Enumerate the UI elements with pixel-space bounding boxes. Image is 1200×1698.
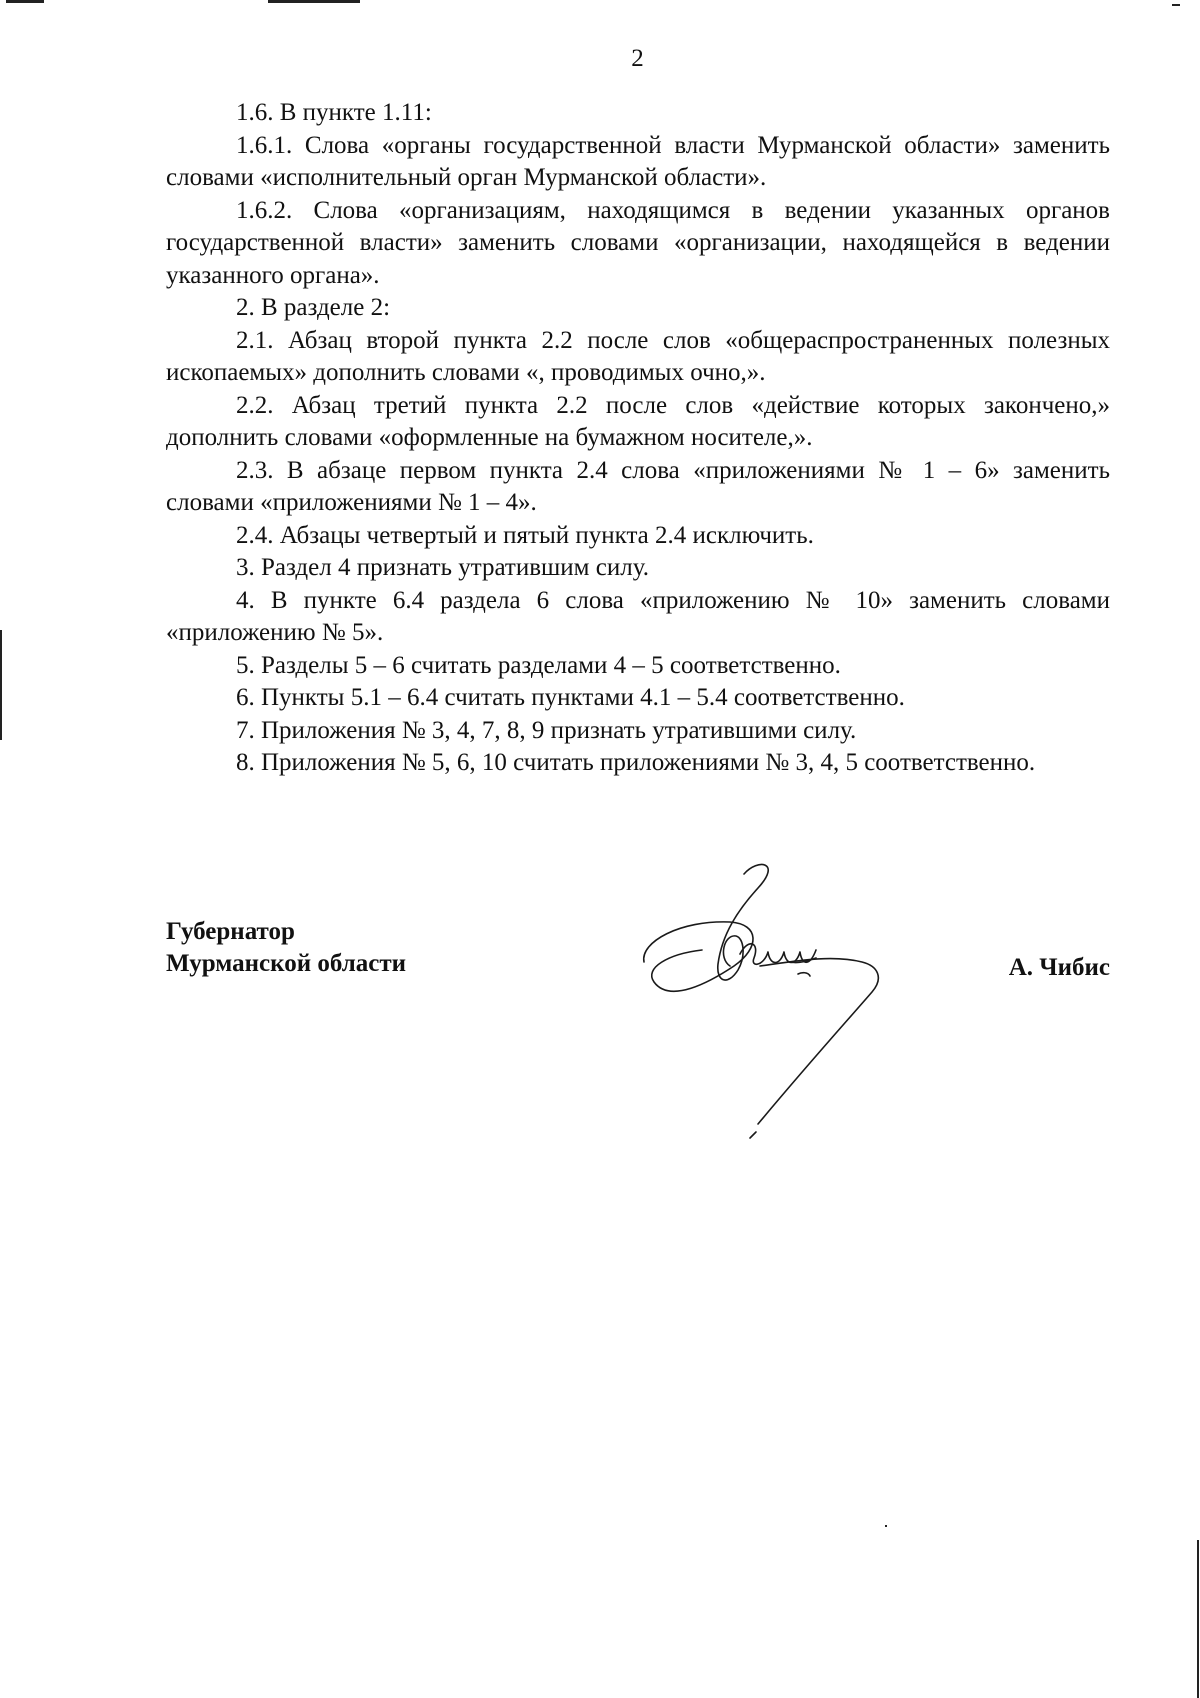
paragraph-8: 8. Приложения № 5, 6, 10 считать приложениями № 3, 4, 5 соответственно. [236,749,1036,776]
signatory-title-line1: Губернатор [166,918,295,945]
paragraph-6: 6. Пункты 5.1 – 6.4 считать пунктами 4.1 – 5.4 соответственно. [236,684,905,711]
scan-artifact-top-left [6,0,44,3]
page-number: 2 [631,45,644,72]
paragraph-2-4: 2.4. Абзацы четвертый и пятый пункта 2.4 исключить. [236,521,814,549]
paragraph-1-6-1: 1.6.1. Слова «органы государственной власти Мурманской области» заменить словами «исполнительный орган Мурманской области». [166,131,1110,191]
signatory-title [166,916,406,980]
paragraph-5: 5. Разделы 5 – 6 считать разделами 4 – 5 соответственно. [236,651,841,679]
scan-artifact-top-right [1172,4,1180,6]
signatory-name: А. Чибис [1008,954,1110,981]
paragraph-1-6-2: 1.6.2. Слова «организациям, находящимся в ведении указанных органов государственной власти» заменить словами «организации, находящейся в ведении указанного органа». [166,196,1110,289]
scan-artifact-dot [885,1525,887,1527]
paragraph-2-1: 2.1. Абзац второй пункта 2.2 после слов «общераспространенных полезных ископаемых» дополнить словами «, проводимых очно,». [166,326,1110,386]
signatory-title-line2: Мурманской области [166,950,407,977]
document-body [166,97,1110,780]
paragraph-2-3: 2.3. В абзаце первом пункта 2.4 слова «приложениями № 1 – 6» заменить словами «приложениями № 1 – 4». [166,456,1110,516]
scan-artifact-left-edge [0,630,2,740]
paragraph-3: 3. Раздел 4 признать утратившим силу. [236,554,649,581]
handwritten-signature [640,862,940,1142]
paragraph-1-6: 1.6. В пункте 1.11: [236,99,432,126]
scan-artifact-top-center [268,0,360,3]
scan-artifact-right-edge [1197,1540,1199,1698]
paragraph-2-2: 2.2. Абзац третий пункта 2.2 после слов «действие которых закончено,» дополнить словами «оформленные на бумажном носителе,». [166,391,1110,451]
paragraph-7: 7. Приложения № 3, 4, 7, 8, 9 признать утратившими силу. [236,716,857,744]
paragraph-2: 2. В разделе 2: [236,294,391,321]
paragraph-4: 4. В пункте 6.4 раздела 6 слова «приложению № 10» заменить словами «приложению № 5». [166,586,1110,646]
